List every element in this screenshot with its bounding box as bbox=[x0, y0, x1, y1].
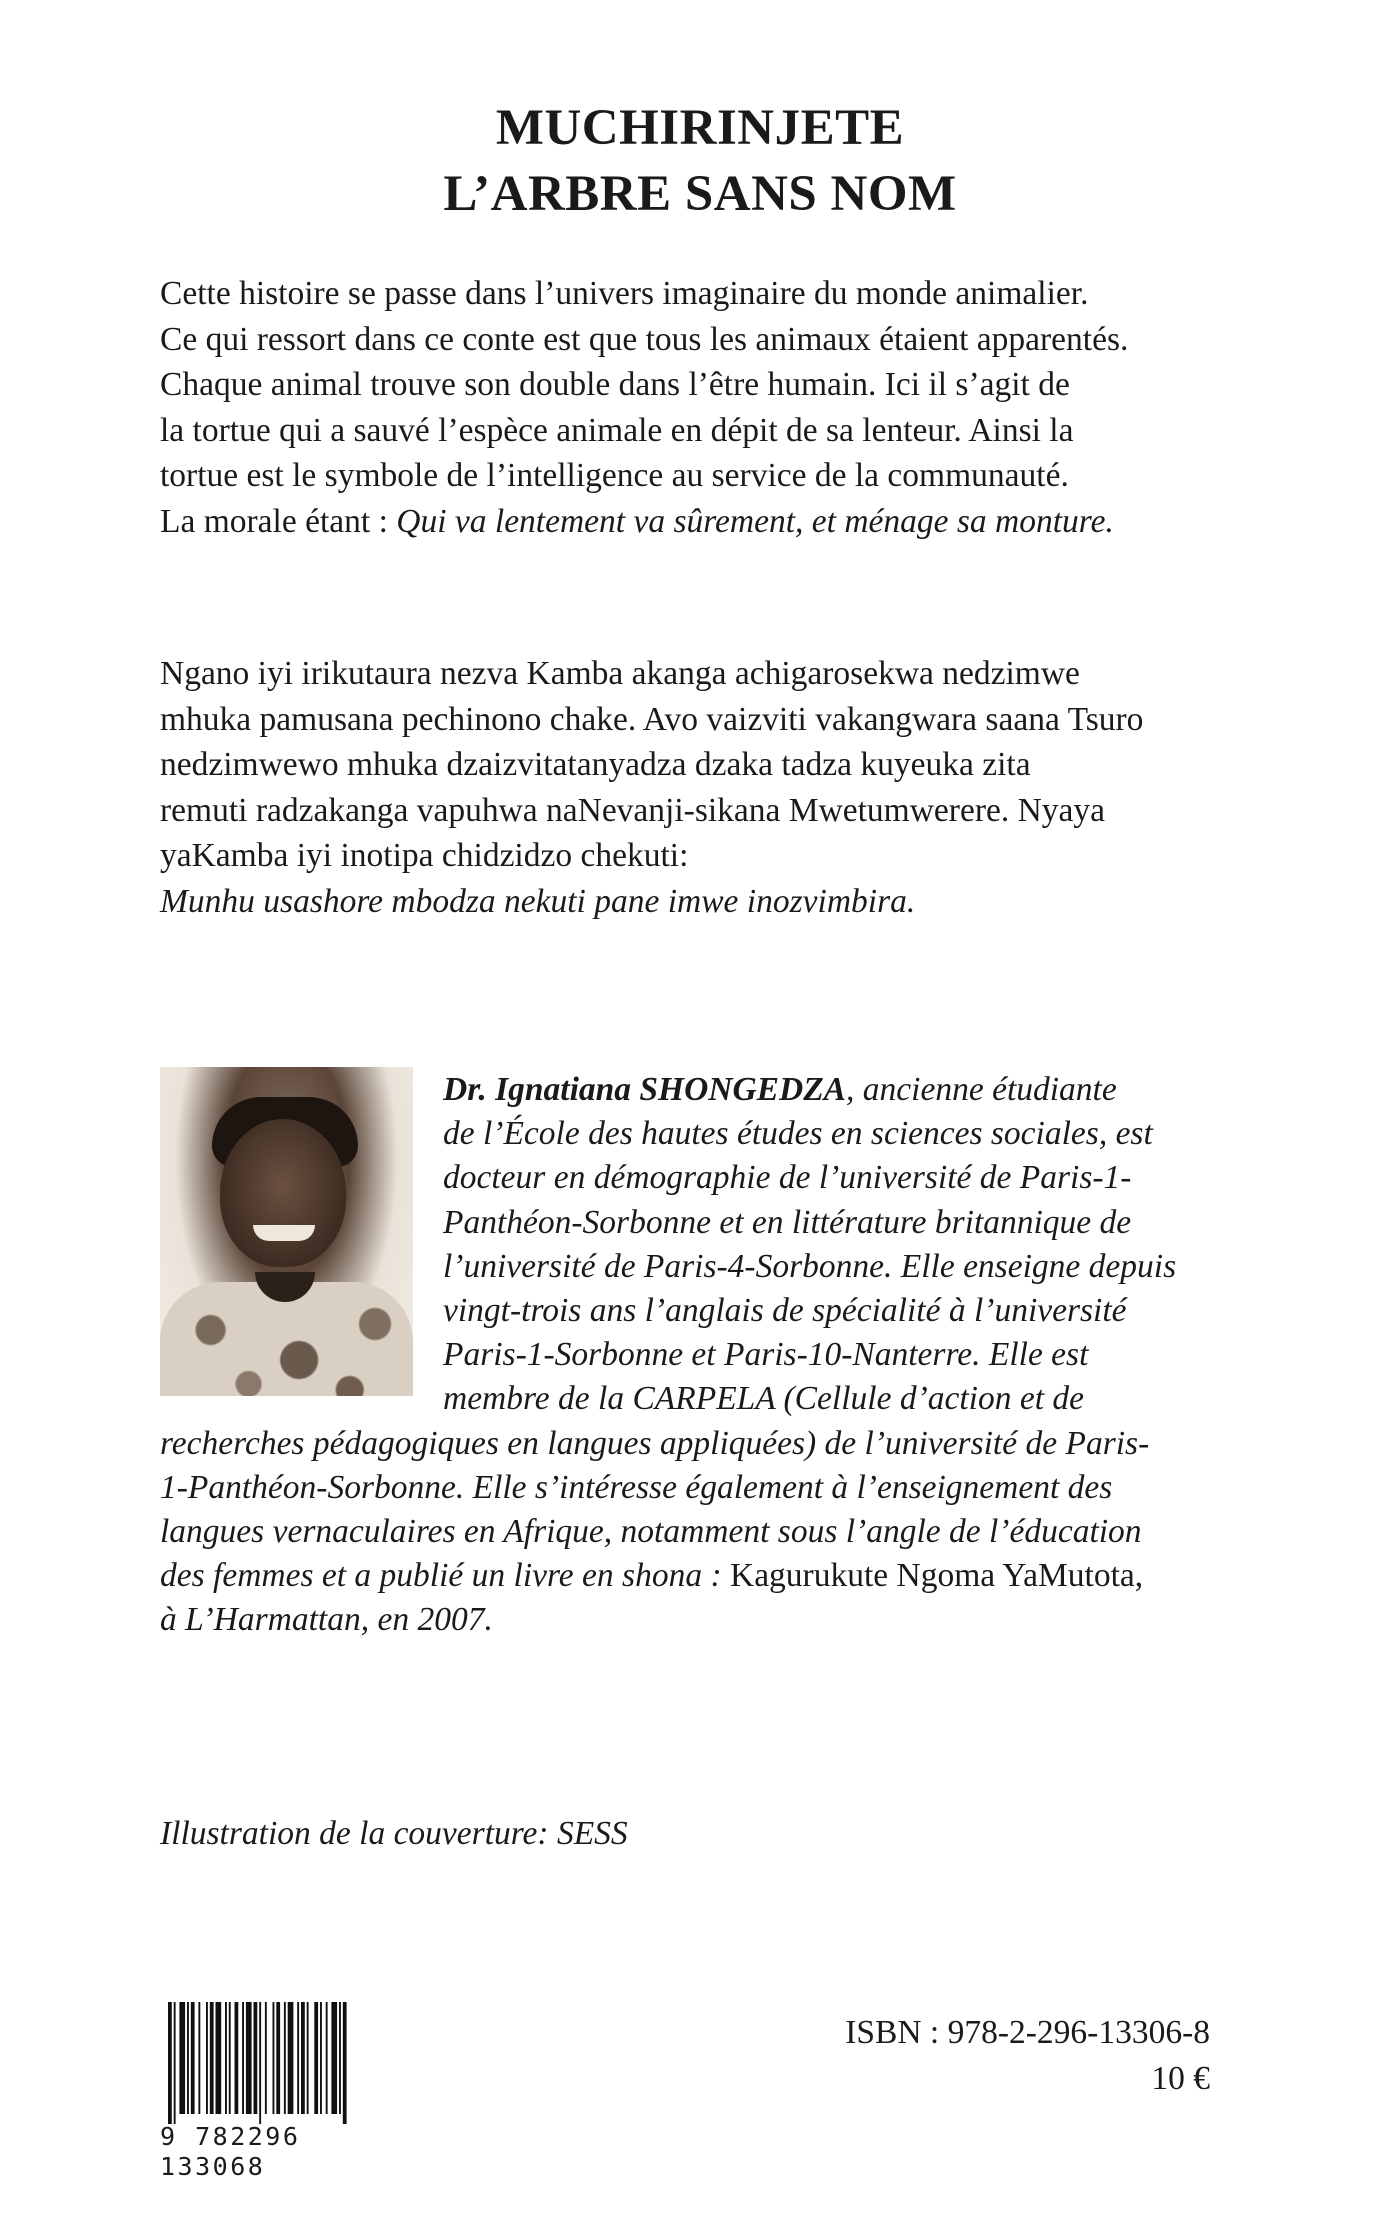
barcode-bar bbox=[235, 2002, 239, 2114]
price: 10 € bbox=[1151, 2060, 1210, 2097]
barcode-bar bbox=[216, 2002, 222, 2114]
book-reference: Kagurukute Ngoma YaMutota, bbox=[730, 1557, 1144, 1595]
shona-summary bbox=[160, 651, 1210, 925]
bio-line: recherches pédagogiques en langues appliquées) de l’université de Paris- bbox=[160, 1424, 1150, 1462]
shona-line: mhuka pamusana pechinono chake. Avo vaizviti vakangwara saana Tsuro bbox=[160, 700, 1144, 738]
barcode-bar bbox=[206, 2002, 208, 2114]
bio-line: des femmes et a publié un livre en shona : Kagurukute Ngoma YaMutota, bbox=[160, 1557, 1144, 1595]
barcode-bar bbox=[301, 2002, 305, 2114]
barcode-bar bbox=[273, 2002, 275, 2114]
french-line: Chaque animal trouve son double dans l’être humain. Ici il s’agit de bbox=[160, 366, 1070, 404]
barcode-bar bbox=[174, 2002, 176, 2124]
barcode-bar bbox=[179, 2002, 185, 2114]
barcode-bar bbox=[343, 2002, 347, 2124]
barcode-bar bbox=[225, 2002, 227, 2114]
barcode-bar bbox=[198, 2002, 200, 2114]
title-line-1: MUCHIRINJETE bbox=[495, 100, 905, 156]
shona-line: nedzimwewo mhuka dzaizvitatanyadza dzaka tadza kuyeuka zita bbox=[160, 746, 1031, 784]
bio-line: 1-Panthéon-Sorbonne. Elle s’intéresse également à l’enseignement des bbox=[160, 1468, 1113, 1506]
bio-line: docteur en démographie de l’université de Paris-1- bbox=[443, 1159, 1132, 1197]
bio-line: langues vernaculaires en Afrique, notamment sous l’angle de l’éducation bbox=[160, 1513, 1142, 1551]
bio-line: Panthéon-Sorbonne et en littérature britannique de bbox=[443, 1203, 1132, 1241]
french-line: tortue est le symbole de l’intelligence au service de la communauté. bbox=[160, 457, 1069, 495]
barcode-bar bbox=[307, 2002, 309, 2114]
barcode-digits: 9 782296 133068 bbox=[160, 2122, 301, 2181]
barcode-bar bbox=[297, 2002, 299, 2114]
barcode-bar bbox=[259, 2002, 261, 2124]
bio-line: à L’Harmattan, en 2007. bbox=[160, 1601, 493, 1639]
barcode-bar bbox=[314, 2002, 318, 2114]
bio-line: vingt-trois ans l’anglais de spécialité à l’université bbox=[443, 1292, 1127, 1330]
bio-line: de l’École des hautes études en sciences sociales, est bbox=[443, 1115, 1153, 1153]
illustration-credit: Illustration de la couverture: SESS bbox=[160, 1815, 628, 1852]
barcode-bar bbox=[246, 2002, 252, 2114]
barcode-bar bbox=[284, 2002, 286, 2114]
barcode-bar bbox=[276, 2002, 280, 2114]
french-summary bbox=[160, 271, 1210, 545]
bio-line: Dr. Ignatiana SHONGEDZA, ancienne étudiante bbox=[443, 1071, 1117, 1108]
barcode-bar bbox=[191, 2002, 195, 2114]
shona-line: yaKamba iyi inotipa chidzidzo chekuti: bbox=[160, 837, 689, 875]
shona-proverb: Munhu usashore mbodza nekuti pane imwe inozvimbira. bbox=[160, 882, 916, 920]
shona-line: Ngano iyi irikutaura nezva Kamba akanga achigarosekwa nedzimwe bbox=[160, 655, 1080, 692]
shona-line: remuti radzakanga vapuhwa naNevanji-sikana Mwetumwerere. Nyaya bbox=[160, 791, 1106, 829]
barcode-bar bbox=[168, 2002, 172, 2124]
french-morale-line bbox=[160, 499, 1210, 545]
french-line: Cette histoire se passe dans l’univers imaginaire du monde animalier. bbox=[160, 275, 1089, 312]
isbn: ISBN : 978-2-296-13306-8 bbox=[845, 2014, 1210, 2051]
morale-text: Qui va lentement va sûrement, et ménage sa monture. bbox=[396, 502, 1114, 540]
bio-line: Paris-1-Sorbonne et Paris-10-Nanterre. Elle est bbox=[443, 1336, 1089, 1374]
barcode bbox=[160, 2002, 405, 2132]
barcode-bar bbox=[242, 2002, 244, 2114]
book-title bbox=[0, 95, 1400, 227]
bio-line: membre de la CARPELA (Cellule d’action et de bbox=[443, 1380, 1084, 1418]
author-bio bbox=[160, 1068, 1210, 1643]
morale-prefix: La morale étant : bbox=[160, 502, 397, 540]
title-line-2: L’ARBRE SANS NOM bbox=[443, 166, 957, 222]
barcode-bar bbox=[326, 2002, 328, 2114]
barcode-bar bbox=[265, 2002, 267, 2114]
barcode-bar bbox=[187, 2002, 189, 2114]
barcode-bar bbox=[339, 2002, 341, 2114]
barcode-bar bbox=[288, 2002, 294, 2114]
french-line: Ce qui ressort dans ce conte est que tous les animaux étaient apparentés. bbox=[160, 320, 1129, 358]
barcode-bar bbox=[254, 2002, 258, 2114]
bio-line: l’université de Paris-4-Sorbonne. Elle enseigne depuis bbox=[443, 1247, 1177, 1285]
author-name: Dr. Ignatiana SHONGEDZA bbox=[443, 1071, 847, 1108]
barcode-bar bbox=[331, 2002, 337, 2114]
french-line: la tortue qui a sauvé l’espèce animale en dépit de sa lenteur. Ainsi la bbox=[160, 411, 1074, 449]
barcode-bar bbox=[229, 2002, 231, 2114]
barcode-bar bbox=[210, 2002, 214, 2114]
barcode-bar bbox=[320, 2002, 322, 2114]
barcode-bars bbox=[160, 2002, 405, 2124]
